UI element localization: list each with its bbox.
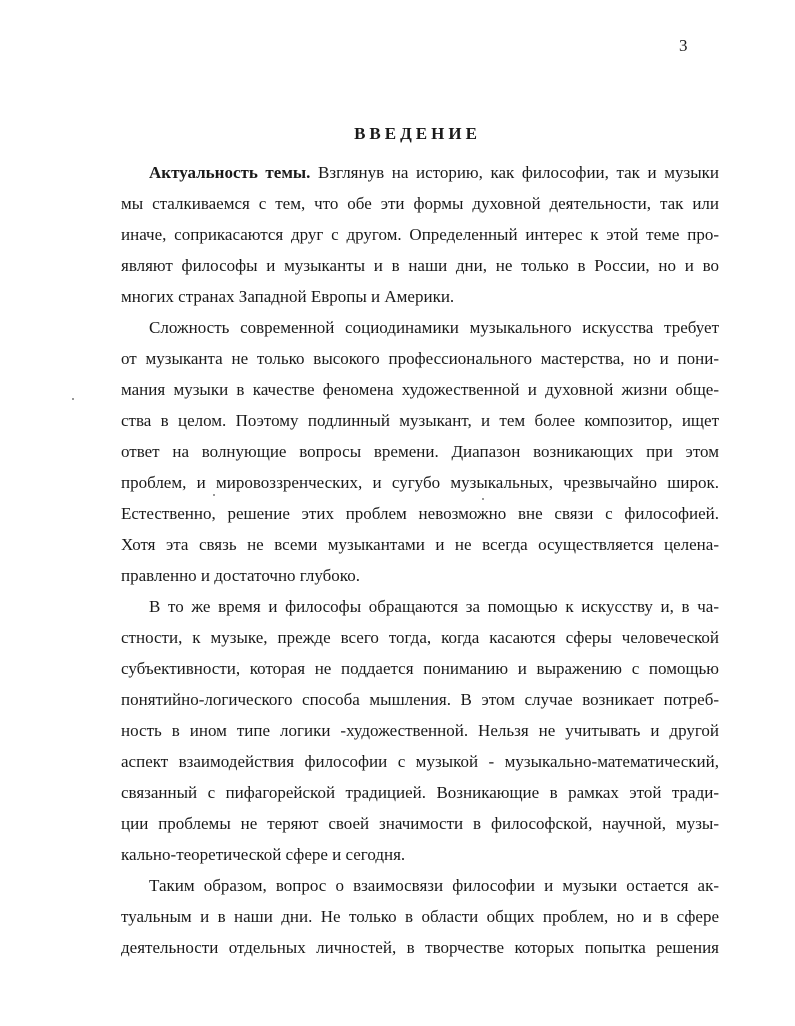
- paragraph-3-line-8: ции проблемы не теряют своей значимости в философской, научной, музы-: [121, 814, 719, 833]
- paragraph-1-line-1: [149, 163, 719, 183]
- paragraph-lead: Актуальность темы.: [149, 163, 311, 182]
- paragraph-4-line-2: туальным и в наши дни. Не только в области общих проблем, но и в сфере: [121, 907, 719, 926]
- paragraph-2-line-3: мания музыки в качестве феномена художественной и духовной жизни обще-: [121, 380, 719, 399]
- paragraph-1-line-3: иначе, соприкасаются друг с другом. Определенный интерес к этой теме про-: [121, 225, 719, 244]
- paragraph-3-line-6: аспект взаимодействия философии с музыкой - музыкально-математический,: [121, 752, 719, 771]
- paragraph-2-line-8: Хотя эта связь не всеми музыкантами и не всегда осуществляется целена-: [121, 535, 719, 554]
- section-heading: ВВЕДЕНИЕ: [354, 124, 481, 143]
- paragraph-2-line-2: от музыканта не только высокого профессионального мастерства, но и пони-: [121, 349, 719, 368]
- scan-speck: [482, 498, 484, 500]
- paragraph-3-line-5: ность в ином типе логики -художественной. Нельзя не учитывать и другой: [121, 721, 719, 740]
- scan-speck: [72, 398, 74, 400]
- paragraph-2-line-6: проблем, и мировоззренческих, и сугубо музыкальных, чрезвычайно широк.: [121, 473, 719, 492]
- paragraph-2-line-9: правленно и достаточно глубоко.: [121, 566, 360, 585]
- paragraph-3-line-1: В то же время и философы обращаются за помощью к искусству и, в ча-: [149, 597, 719, 616]
- paragraph-3-line-4: понятийно-логического способа мышления. В этом случае возникает потреб-: [121, 690, 719, 709]
- paragraph-3-line-9: кально-теоретической сфере и сегодня.: [121, 845, 406, 864]
- paragraph-4-line-3: деятельности отдельных личностей, в творчестве которых попытка решения: [121, 938, 719, 957]
- paragraph-text: Взглянув на историю, как философии, так и музыки: [310, 163, 719, 182]
- paragraph-2-line-4: ства в целом. Поэтому подлинный музыкант, и тем более композитор, ищет: [121, 411, 719, 430]
- paragraph-2-line-7: Естественно, решение этих проблем невозможно вне связи с философией.: [121, 504, 719, 523]
- page-number: 3: [679, 36, 688, 55]
- paragraph-3-line-7: связанный с пифагорейской традицией. Возникающие в рамках этой тради-: [121, 783, 719, 802]
- paragraph-3-line-3: субъективности, которая не поддается пониманию и выражению с помощью: [121, 659, 719, 678]
- scan-speck: [213, 494, 215, 496]
- paragraph-1-line-2: мы сталкиваемся с тем, что обе эти формы духовной деятельности, так или: [121, 194, 719, 213]
- paragraph-3-line-2: стности, к музыке, прежде всего тогда, когда касаются сферы человеческой: [121, 628, 719, 647]
- paragraph-1-line-5: многих странах Западной Европы и Америки.: [121, 287, 455, 306]
- paragraph-2-line-5: ответ на волнующие вопросы времени. Диапазон возникающих при этом: [121, 442, 719, 461]
- paragraph-2-line-1: Сложность современной социодинамики музыкального искусства требует: [149, 318, 719, 337]
- paragraph-4-line-1: Таким образом, вопрос о взаимосвязи философии и музыки остается ак-: [149, 876, 719, 895]
- paragraph-1-line-4: являют философы и музыканты и в наши дни, не только в России, но и во: [121, 256, 719, 275]
